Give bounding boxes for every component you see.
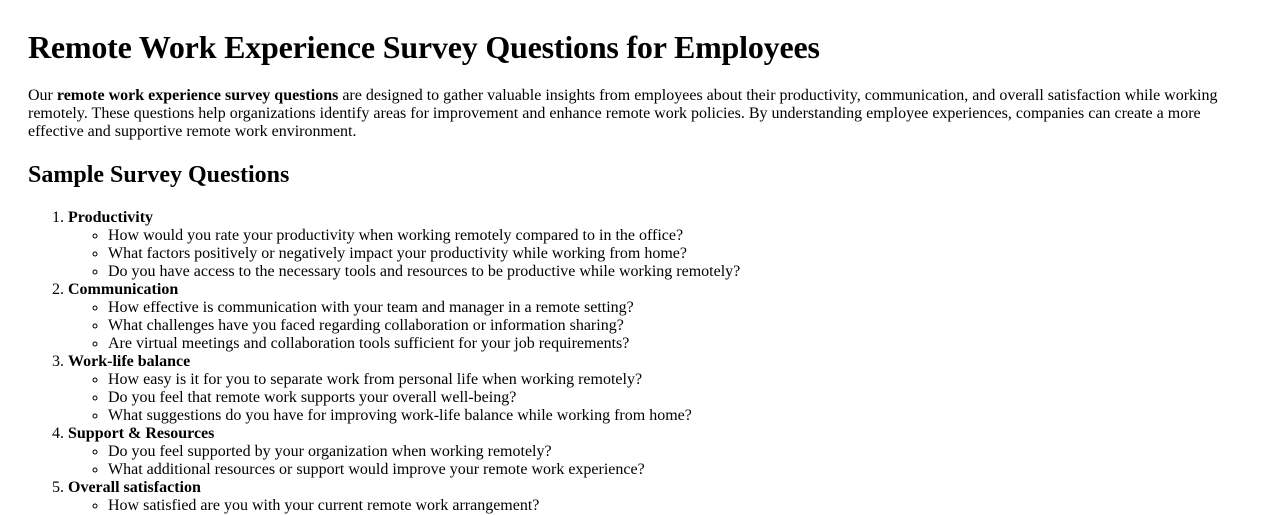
question-item: ◦ How satisfied are you with your current remote work arrangement?: [108, 497, 1250, 515]
question-item: ◦ Do you feel that remote work supports your overall well-being?: [108, 389, 1250, 407]
question-list: [68, 497, 1250, 515]
section-productivity: [68, 209, 1250, 281]
question-item: ◦ What factors positively or negatively impact your productivity while working from home?: [108, 245, 1250, 263]
question-item: ◦ What challenges have you faced regarding collaboration or information sharing?: [108, 317, 1250, 335]
question-list: [68, 227, 1250, 281]
survey-sections-list: [28, 209, 1250, 515]
question-item: ◦ How effective is communication with your team and manager in a remote setting?: [108, 299, 1250, 317]
question-item: ◦ Do you feel supported by your organization when working remotely?: [108, 443, 1250, 461]
section-title: Productivity: [68, 209, 154, 226]
section-title: Communication: [68, 281, 179, 298]
question-list: [68, 299, 1250, 353]
section-title: Overall satisfaction: [68, 479, 201, 496]
intro-bold-keyword: remote work experience survey questions: [56, 87, 339, 104]
question-item: ◦ Are virtual meetings and collaboration tools sufficient for your job requirements?: [108, 335, 1250, 353]
intro-paragraph: [28, 87, 1250, 141]
section-communication: [68, 281, 1250, 353]
question-item: ◦ How easy is it for you to separate work from personal life when working remotely?: [108, 371, 1250, 389]
intro-prefix: Our: [28, 87, 57, 104]
page-title: Remote Work Experience Survey Questions for Employees: [28, 29, 820, 65]
section-title: Support & Resources: [68, 425, 215, 442]
section-title: Work-life balance: [68, 353, 191, 370]
question-item: ◦ How would you rate your productivity when working remotely compared to in the office?: [108, 227, 1250, 245]
question-list: [68, 371, 1250, 425]
question-item: ◦ What suggestions do you have for improving work-life balance while working from home?: [108, 407, 1250, 425]
question-item: ◦ Do you have access to the necessary tools and resources to be productive while working remotely?: [108, 263, 1250, 281]
section-heading: Sample Survey Questions: [28, 162, 290, 188]
section-work-life-balance: [68, 353, 1250, 425]
section-support-resources: [68, 425, 1250, 479]
section-overall-satisfaction: [68, 479, 1250, 515]
intro-suffix: are designed to gather valuable insights from employees about their productivity, communication, and overall satisfaction while working remotely. These questions help organizations identify areas for improvement and enhance remote work policies. By understanding employee experiences, companies can create a more effective and supportive remote work environment.: [28, 87, 1218, 140]
question-list: [68, 443, 1250, 479]
question-item: ◦ What additional resources or support would improve your remote work experience?: [108, 461, 1250, 479]
